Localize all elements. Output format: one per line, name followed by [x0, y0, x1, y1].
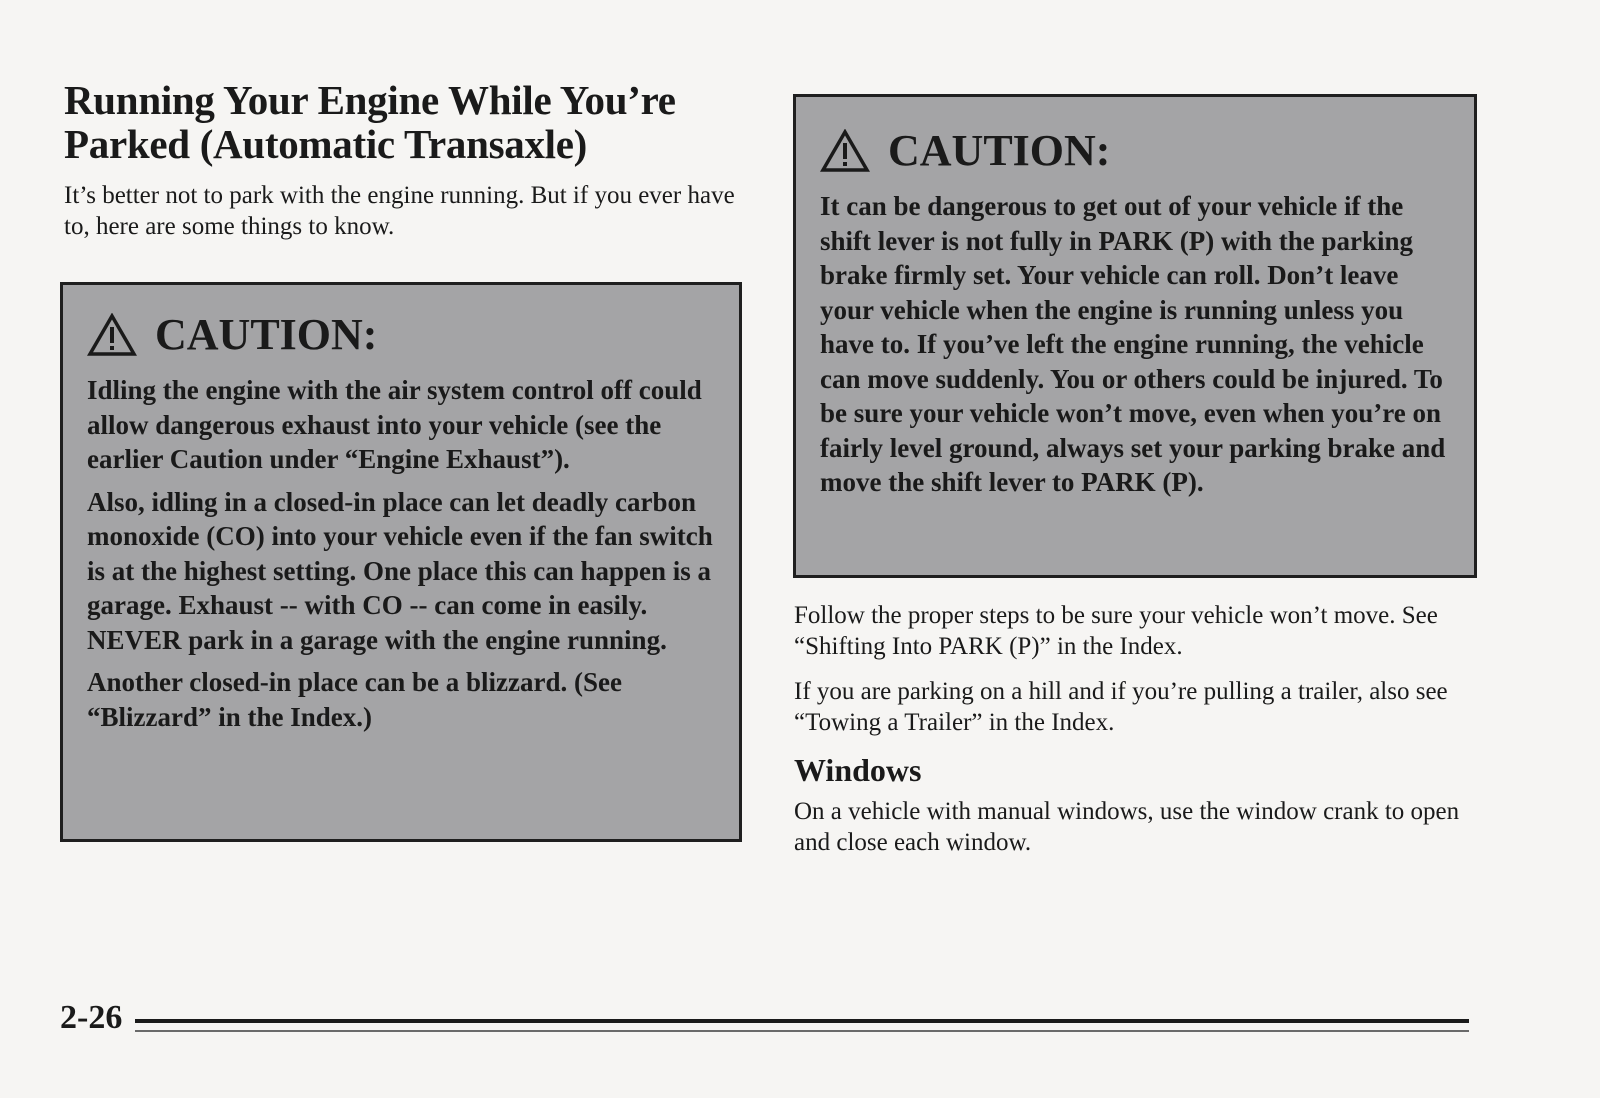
warning-triangle-icon: [820, 129, 870, 173]
caution-box-park: [793, 94, 1477, 578]
section-title-line-2: Parked (Automatic Transaxle): [64, 121, 588, 167]
caution-paragraph: Another closed-in place can be a blizzard. (See “Blizzard” in the Index.): [87, 667, 622, 732]
intro-paragraph: It’s better not to park with the engine running. But if you ever have to, here are some things to know.: [64, 182, 735, 240]
caution-paragraph: It can be dangerous to get out of your vehicle if the shift lever is not fully in PARK (P) with the parking brake firmly set. Your vehicle can roll. Don’t leave your vehicle when the engine is running unless you have to. If you’ve left the engine running, the vehicle can move suddenly. You or others could be injured. To be sure your vehicle won’t move, even when you’re on fairly level ground, always set your parking brake and move the shift lever to PARK (P).: [820, 191, 1446, 497]
caution-title: CAUTION:: [888, 126, 1111, 175]
caution-header: [820, 127, 1452, 175]
right-column: [794, 600, 1480, 872]
footer-rule-thin: [135, 1030, 1469, 1032]
caution-paragraph: Idling the engine with the air system control off could allow dangerous exhaust into your vehicle (see the earlier Caution under “Engine Exhaust”).: [87, 375, 702, 474]
section-title-running-engine: [64, 78, 754, 166]
hill-trailer-paragraph: If you are parking on a hill and if you’re pulling a trailer, also see “Towing a Trailer” in the Index.: [794, 678, 1448, 736]
page-number: 2-26: [60, 999, 123, 1036]
footer-rule: [135, 1019, 1469, 1023]
left-column: [64, 78, 754, 256]
windows-paragraph: On a vehicle with manual windows, use the window crank to open and close each window.: [794, 798, 1460, 856]
caution-paragraph: Also, idling in a closed-in place can let deadly carbon monoxide (CO) into your vehicle even if the fan switch is at the highest setting. One place this can happen is a garage. Exhaust -- with CO -- can come in easily. NEVER park in a garage with the engine running.: [87, 486, 713, 655]
warning-triangle-icon: [87, 313, 137, 357]
caution-title: CAUTION:: [155, 310, 378, 359]
caution-box-exhaust: [60, 282, 742, 842]
caution-header: [87, 311, 717, 359]
follow-steps-paragraph: Follow the proper steps to be sure your vehicle won’t move. See “Shifting Into PARK (P)” in the Index.: [794, 602, 1438, 660]
section-title-line-1: Running Your Engine While You’re: [64, 77, 676, 123]
windows-heading: Windows: [794, 752, 922, 788]
